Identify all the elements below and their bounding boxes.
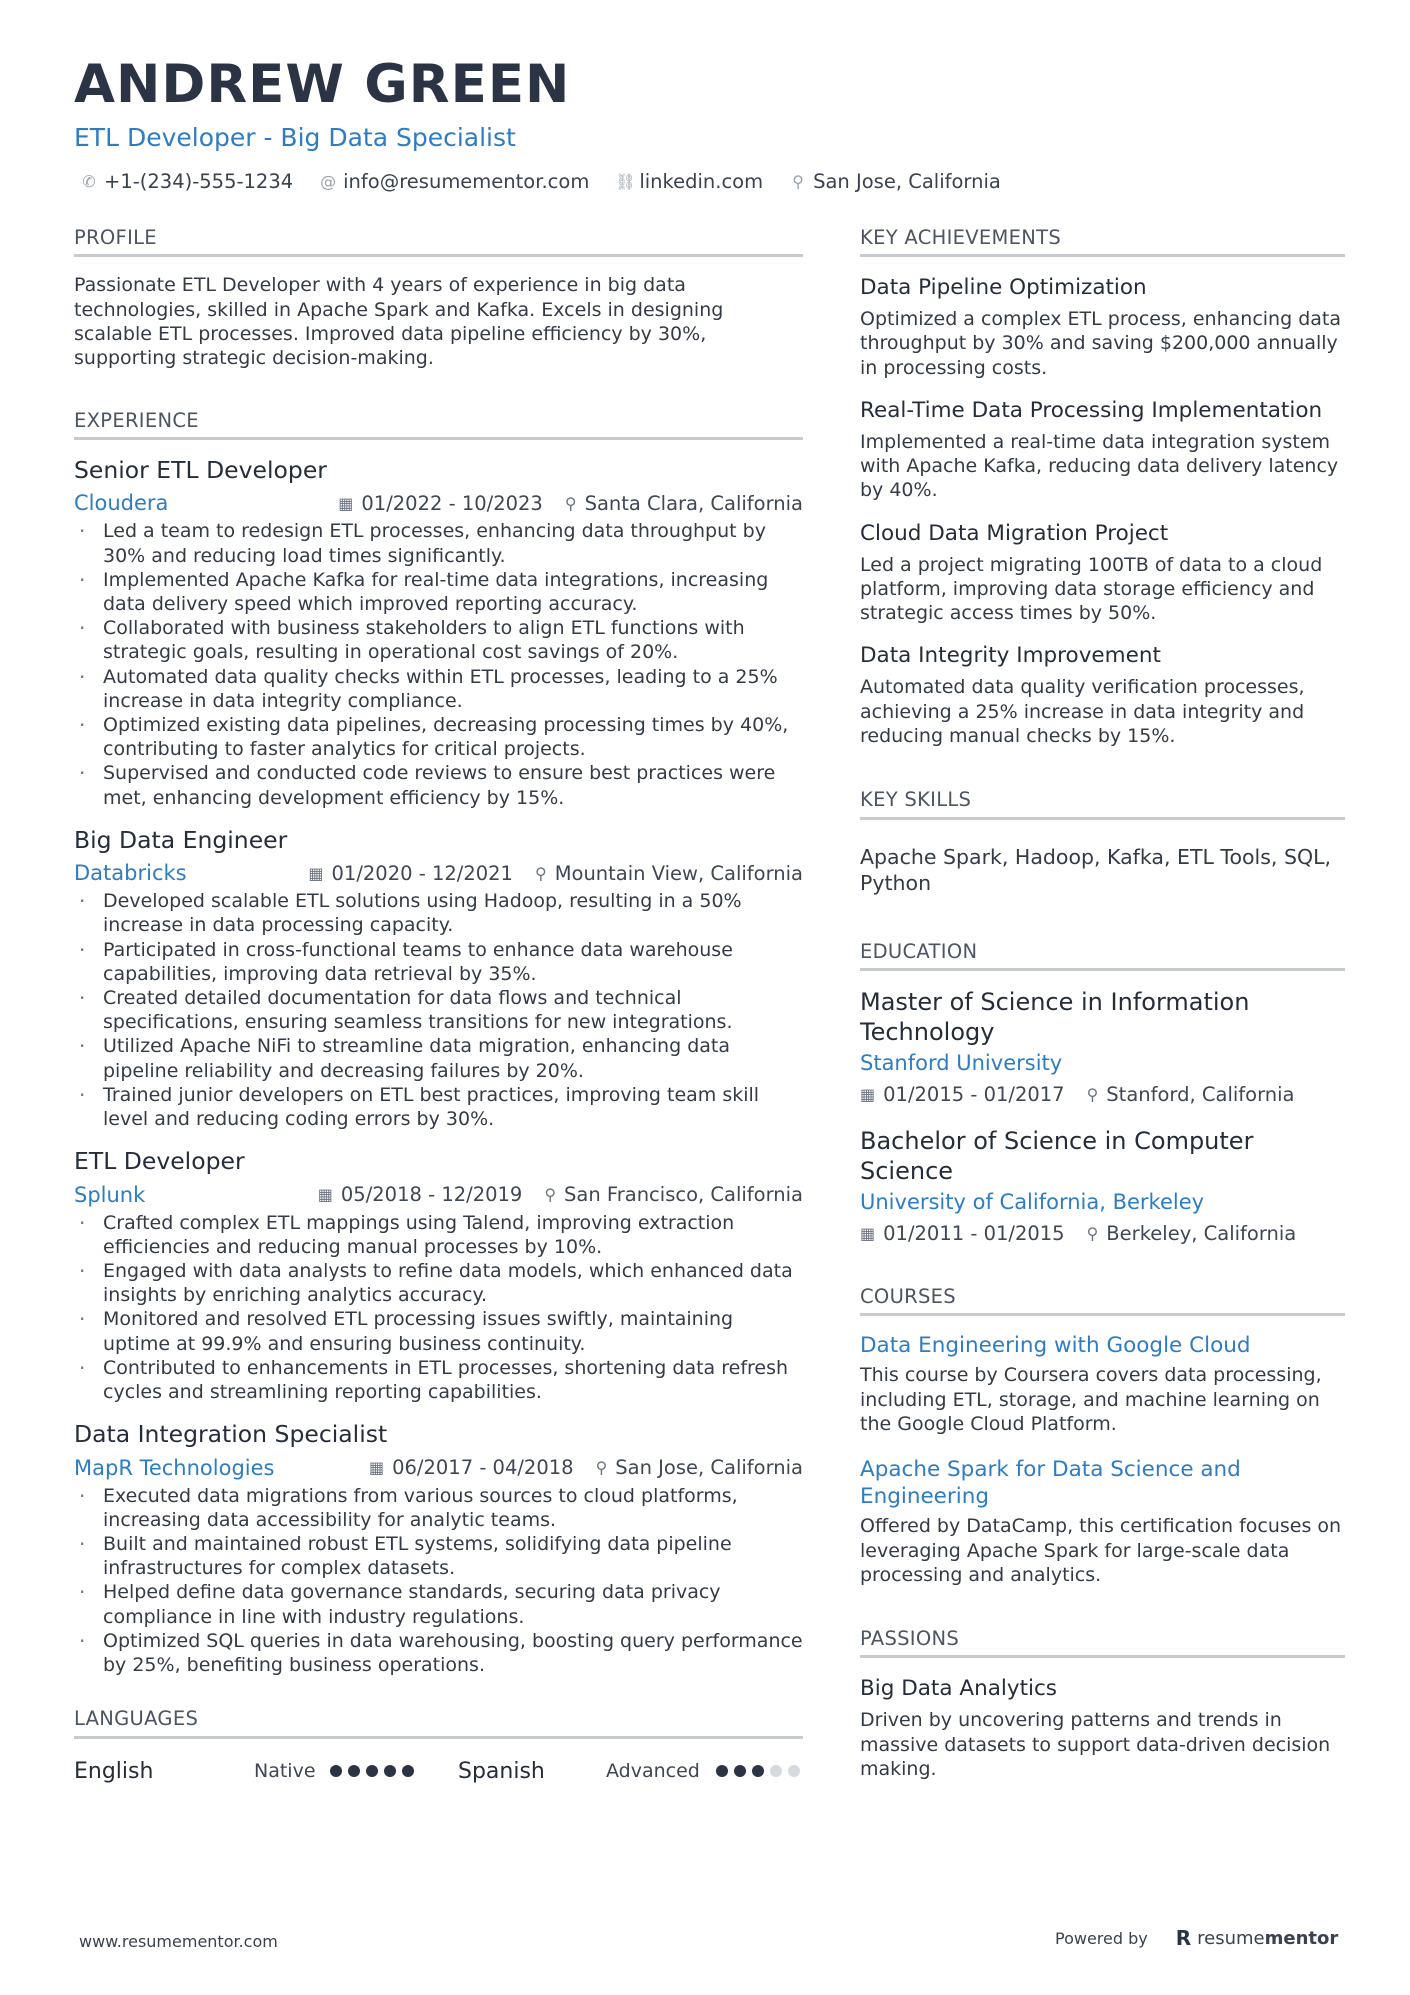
job-location: Mountain View, California	[554, 861, 803, 885]
education-item	[860, 987, 1345, 1106]
job-bullet: · Engaged with data analysts to refine data models, which enhanced data insights by enriching analytics accuracy.	[74, 1259, 803, 1307]
calendar-icon: ▦	[860, 1223, 876, 1243]
education-dates: 01/2015 - 01/2017	[883, 1082, 1065, 1106]
passion-text: Driven by uncovering patterns and trends in massive datasets to support data-driven decision making.	[860, 1709, 1331, 1780]
job-bullet: · Monitored and resolved ETL processing issues swiftly, maintaining uptime at 99.9% and ensuring business continuity.	[74, 1307, 803, 1355]
location-pin-icon: ⚲	[564, 493, 577, 513]
course-title: Apache Spark for Data Science and Engineering	[860, 1457, 1241, 1510]
rating-dot-empty	[770, 1765, 782, 1777]
rating-dot-empty	[788, 1765, 800, 1777]
courses-heading: COURSES	[860, 1285, 1345, 1316]
job-bullet: · Automated data quality checks within ETL processes, leading to a 25% increase in data integrity compliance.	[74, 665, 803, 713]
rating-dot-filled	[402, 1765, 414, 1777]
job-bullet: · Collaborated with business stakeholders to align ETL functions with strategic goals, resulting in operational cost savings of 20%.	[74, 616, 803, 664]
rating-dot-filled	[366, 1765, 378, 1777]
location-pin-icon: ⚲	[1086, 1084, 1099, 1104]
course-item	[860, 1332, 1345, 1436]
resumementor-logo[interactable]	[1176, 1926, 1339, 1950]
language-name: Spanish	[458, 1758, 545, 1784]
candidate-subtitle: ETL Developer - Big Data Specialist	[74, 123, 516, 152]
job-bullet: · Supervised and conducted code reviews to ensure best practices were met, enhancing development efficiency by 15%.	[74, 761, 803, 809]
job-company: MapR Technologies	[74, 1455, 275, 1480]
achievement-text: Implemented a real-time data integration system with Apache Kafka, reducing data delivery latency by 40%.	[860, 430, 1339, 502]
candidate-name: ANDREW GREEN	[74, 54, 571, 115]
rating-dot-filled	[734, 1765, 746, 1777]
contact-linkedin[interactable]	[615, 170, 763, 193]
phone-icon: ✆	[82, 172, 96, 191]
job-title: Senior ETL Developer	[74, 455, 327, 484]
achievement-item	[860, 643, 1345, 748]
course-title: Data Engineering with Google Cloud	[860, 1333, 1251, 1359]
job-location: San Jose, California	[615, 1456, 803, 1480]
course-text: This course by Coursera covers data processing, including ETL, storage, and machine learning on the Google Cloud Platform.	[860, 1364, 1322, 1435]
brand-text-bold: mentor	[1264, 1927, 1339, 1949]
job-title: Big Data Engineer	[74, 825, 288, 854]
experience-heading: EXPERIENCE	[74, 409, 803, 440]
location-pin-icon: ⚲	[544, 1185, 557, 1205]
experience-item	[74, 456, 803, 810]
languages-list	[74, 1759, 803, 1784]
calendar-icon: ▦	[308, 863, 324, 883]
job-bullet: · Optimized SQL queries in data warehousing, boosting query performance by 25%, benefiting business operations.	[74, 1629, 803, 1677]
education-heading: EDUCATION	[860, 940, 1345, 971]
rating-dot-filled	[384, 1765, 396, 1777]
brand-text-plain: resume	[1197, 1927, 1265, 1949]
contact-bar	[80, 170, 1001, 193]
achievement-text: Optimized a complex ETL process, enhancing data throughput by 30% and saving $200,000 annually in processing costs.	[860, 308, 1341, 379]
location-pin-icon: ⚲	[1086, 1223, 1099, 1243]
education-school: Stanford University	[860, 1050, 1063, 1075]
job-title: Data Integration Specialist	[74, 1420, 388, 1449]
location-pin-icon: ⚲	[595, 1458, 608, 1478]
rating-dot-filled	[330, 1765, 342, 1777]
calendar-icon: ▦	[338, 493, 354, 513]
skills-text: Apache Spark, Hadoop, Kafka, ETL Tools, SQL, Python	[860, 844, 1332, 895]
job-bullets	[74, 1484, 803, 1678]
powered-by-text: Powered by	[1055, 1928, 1148, 1948]
skills-heading: KEY SKILLS	[860, 788, 1345, 819]
passion-item	[860, 1676, 1345, 1781]
job-bullet: · Led a team to redesign ETL processes, enhancing data throughput by 30% and reducing load times significantly.	[74, 519, 803, 567]
job-bullet: · Developed scalable ETL solutions using Hadoop, resulting in a 50% increase in data processing capacity.	[74, 889, 803, 937]
job-bullet: · Trained junior developers on ETL best practices, improving team skill level and reducing coding errors by 30%.	[74, 1083, 803, 1131]
education-location: Berkeley, California	[1106, 1221, 1297, 1245]
job-bullets	[74, 1211, 803, 1405]
job-company: Splunk	[74, 1182, 146, 1207]
calendar-icon: ▦	[317, 1185, 333, 1205]
passions-heading: PASSIONS	[860, 1627, 1345, 1658]
language-item	[458, 1759, 803, 1784]
course-text: Offered by DataCamp, this certification focuses on leveraging Apache Spark for large-scale data processing and analytics.	[860, 1515, 1342, 1586]
job-dates: 01/2022 - 10/2023	[361, 491, 543, 515]
job-bullet: · Implemented Apache Kafka for real-time data integrations, increasing data delivery speed which improved reporting accuracy.	[74, 568, 803, 616]
at-icon: @	[320, 172, 337, 191]
language-item	[74, 1759, 458, 1784]
language-rating	[716, 1765, 800, 1777]
rating-dot-filled	[348, 1765, 360, 1777]
location-pin-icon: ⚲	[534, 863, 547, 883]
education-dates: 01/2011 - 01/2015	[883, 1221, 1065, 1245]
course-item	[860, 1456, 1345, 1587]
contact-phone[interactable]	[80, 170, 293, 193]
job-bullet: · Participated in cross-functional teams to enhance data warehouse capabilities, improving data retrieval by 35%.	[74, 938, 803, 986]
achievement-title: Real-Time Data Processing Implementation	[860, 398, 1323, 424]
contact-linkedin-text: linkedin.com	[639, 170, 764, 193]
contact-location-text: San Jose, California	[813, 170, 1001, 193]
contact-email[interactable]	[319, 170, 589, 193]
education-location: Stanford, California	[1106, 1082, 1295, 1106]
achievement-title: Data Pipeline Optimization	[860, 275, 1147, 301]
education-school: University of California, Berkeley	[860, 1189, 1205, 1214]
achievements-heading: KEY ACHIEVEMENTS	[860, 226, 1345, 257]
achievement-text: Automated data quality verification processes, achieving a 25% increase in data integrity and reducing manual checks by 15%.	[860, 676, 1305, 747]
profile-text: Passionate ETL Developer with 4 years of experience in big data technologies, skilled in Apache Spark and Kafka. Excels in designing scalable ETL processes. Improved data pipeline efficiency by 30%, supporting strategic decision-making.	[74, 274, 724, 370]
job-bullet: · Built and maintained robust ETL systems, solidifying data pipeline infrastructures for complex datasets.	[74, 1532, 803, 1580]
job-bullet: · Created detailed documentation for data flows and technical specifications, ensuring seamless transitions for new integrations.	[74, 986, 803, 1034]
experience-item	[74, 1420, 803, 1677]
education-degree: Master of Science in Information Technology	[860, 987, 1250, 1046]
education-degree: Bachelor of Science in Computer Science	[860, 1126, 1254, 1185]
language-rating	[330, 1765, 414, 1777]
language-level: Native	[254, 1760, 316, 1783]
rating-dot-filled	[716, 1765, 728, 1777]
achievement-title: Cloud Data Migration Project	[860, 520, 1169, 546]
job-company: Cloudera	[74, 491, 169, 516]
job-bullet: · Contributed to enhancements in ETL processes, shortening data refresh cycles and streamlining reporting capabilities.	[74, 1356, 803, 1404]
calendar-icon: ▦	[368, 1458, 385, 1478]
achievement-title: Data Integrity Improvement	[860, 643, 1161, 669]
achievement-item	[860, 275, 1345, 380]
achievement-item	[860, 398, 1345, 503]
languages-heading: LANGUAGES	[74, 1707, 803, 1738]
rating-dot-filled	[752, 1765, 764, 1777]
location-pin-icon: ⚲	[792, 172, 804, 191]
education-item	[860, 1126, 1345, 1245]
job-bullet: · Helped define data governance standards, securing data privacy compliance in line with industry regulations.	[74, 1580, 803, 1628]
calendar-icon: ▦	[860, 1084, 876, 1104]
achievement-item	[860, 521, 1345, 626]
language-name: English	[74, 1758, 154, 1784]
footer-brand-area	[1055, 1926, 1338, 1950]
link-icon: ⛓	[615, 172, 636, 191]
job-bullets	[74, 889, 803, 1131]
job-dates: 06/2017 - 04/2018	[392, 1456, 574, 1480]
job-dates: 05/2018 - 12/2019	[340, 1183, 523, 1207]
job-bullet: · Crafted complex ETL mappings using Talend, improving extraction efficiencies and reducing manual processes by 10%.	[74, 1211, 803, 1259]
contact-phone-text: +1-(234)-555-1234	[104, 170, 294, 193]
job-dates: 01/2020 - 12/2021	[331, 861, 513, 885]
job-company: Databricks	[74, 861, 187, 886]
footer-website[interactable]: www.resumementor.com	[79, 1932, 278, 1951]
job-bullet: · Executed data migrations from various sources to cloud platforms, increasing data accessibility for analytic teams.	[74, 1484, 803, 1532]
language-level: Advanced	[606, 1760, 700, 1783]
passion-title: Big Data Analytics	[860, 1676, 1058, 1702]
job-location: San Francisco, California	[564, 1183, 803, 1207]
job-title: ETL Developer	[74, 1147, 245, 1176]
experience-item	[74, 1147, 803, 1404]
left-column	[74, 226, 803, 1784]
job-location: Santa Clara, California	[584, 491, 803, 515]
contact-location	[789, 170, 1001, 193]
job-bullet: · Utilized Apache NiFi to streamline data migration, enhancing data pipeline reliability and decreasing failures by 20%.	[74, 1034, 803, 1082]
right-column	[860, 226, 1345, 1781]
job-bullets	[74, 519, 803, 809]
profile-heading: PROFILE	[74, 226, 803, 257]
resumementor-logo-icon: R	[1175, 1926, 1192, 1950]
job-bullet: · Optimized existing data pipelines, decreasing processing times by 40%, contributing to faster analytics for critical projects.	[74, 713, 803, 761]
contact-email-text: info@resumementor.com	[343, 170, 590, 193]
achievement-text: Led a project migrating 100TB of data to a cloud platform, improving data storage efficiency and strategic access times by 50%.	[860, 553, 1323, 625]
experience-item	[74, 826, 803, 1131]
